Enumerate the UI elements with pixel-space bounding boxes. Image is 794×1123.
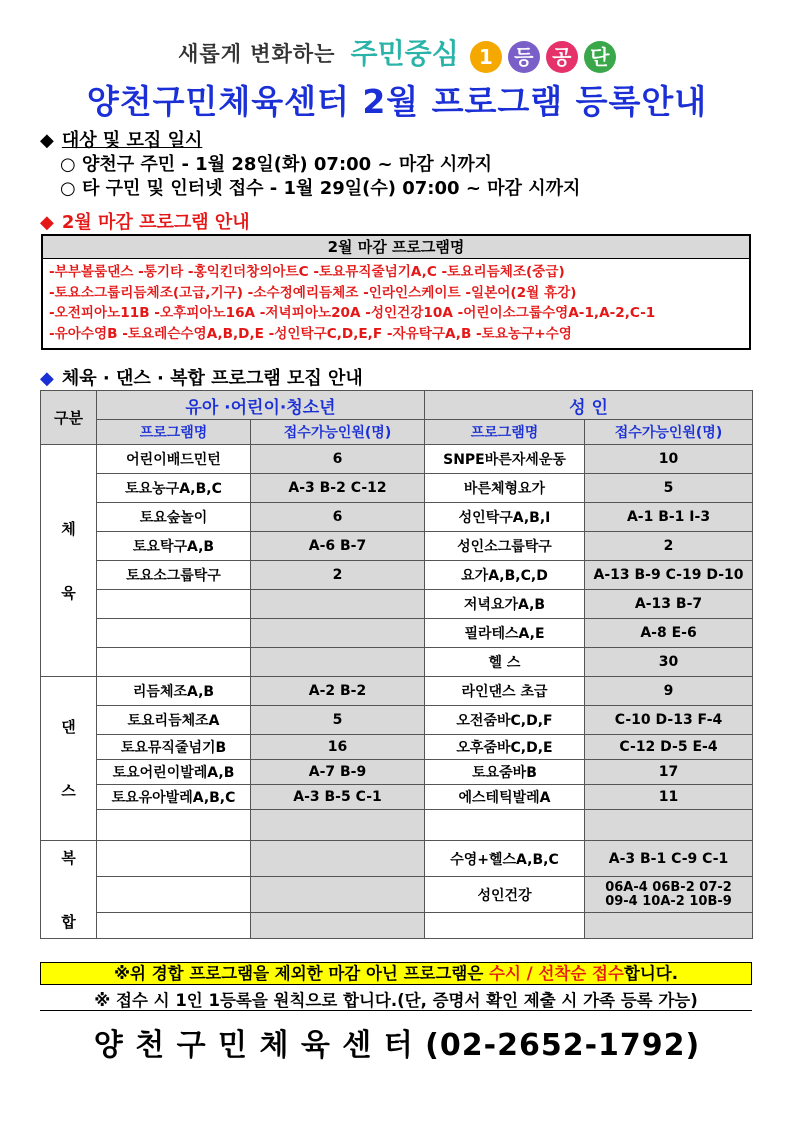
section-recruit-heading (40, 364, 363, 390)
slogan-badge-1: 등 (508, 41, 540, 73)
adult-capacity-cell: 5 (585, 474, 753, 503)
adult-capacity-cell (585, 810, 753, 841)
youth-capacity-cell (251, 810, 425, 841)
table-row (41, 785, 753, 810)
adult-program-cell: 성인탁구A,B,I (425, 503, 585, 532)
youth-program-cell: 리듬체조A,B (97, 677, 251, 706)
table-row (41, 445, 753, 474)
youth-capacity-cell: A-6 B-7 (251, 532, 425, 561)
youth-program-cell (97, 648, 251, 677)
section-closed-heading (40, 208, 250, 234)
diamond-bullet-icon: ◆ (40, 212, 54, 233)
adult-program-header: 프로그램명 (425, 420, 585, 445)
youth-capacity-cell (251, 619, 425, 648)
table-row (41, 810, 753, 841)
youth-program-cell: 토요뮤직줄넘기B (97, 735, 251, 760)
closed-programs-line: -토요소그룹리듬체조(고급,기구) -소수정예리듬체조 -인라인스케이트 -일본어(2월 휴강) (49, 284, 577, 301)
youth-capacity-cell: 2 (251, 561, 425, 590)
youth-program-cell: 토요농구A,B,C (97, 474, 251, 503)
notice-prefix: ※위 경합 프로그램을 제외한 마감 아닌 프로그램은 (114, 964, 490, 983)
diamond-bullet-icon: ◆ (40, 130, 54, 151)
closed-programs-list (43, 259, 749, 344)
adult-program-cell: 성인건강 (425, 877, 585, 913)
adult-capacity-cell: 2 (585, 532, 753, 561)
youth-capacity-cell (251, 648, 425, 677)
youth-program-header: 프로그램명 (97, 420, 251, 445)
program-table (40, 390, 753, 939)
adult-program-cell (425, 913, 585, 939)
youth-capacity-cell: A-3 B-5 C-1 (251, 785, 425, 810)
closed-programs-line: -유아수영B -토요레슨수영A,B,D,E -성인탁구C,D,E,F -자유탁구A,B -토요농구+수영 (49, 325, 572, 342)
youth-program-cell: 토요숲놀이 (97, 503, 251, 532)
notice-suffix: 합니다. (623, 964, 678, 983)
table-row (41, 877, 753, 913)
page-title: 양천구민체육센터 2월 프로그램 등록안내 (86, 82, 708, 121)
table-row (41, 841, 753, 877)
adult-capacity-cell: 17 (585, 760, 753, 785)
adult-capacity-cell: C-12 D-5 E-4 (585, 735, 753, 760)
adult-capacity-cell: A-1 B-1 I-3 (585, 503, 753, 532)
table-row (41, 760, 753, 785)
youth-program-cell (97, 619, 251, 648)
adult-program-cell: 저녁요가A,B (425, 590, 585, 619)
section-closed-title: 2월 마감 프로그램 안내 (61, 212, 250, 233)
section-recruit-title: 체육 · 댄스 · 복합 프로그램 모집 안내 (61, 368, 363, 389)
closed-programs-header: 2월 마감 프로그램명 (43, 236, 749, 259)
youth-program-cell (97, 841, 251, 877)
slogan-main: 주민중심 (350, 37, 459, 70)
youth-capacity-cell (251, 841, 425, 877)
youth-program-cell (97, 913, 251, 939)
adult-capacity-cell: C-10 D-13 F-4 (585, 706, 753, 735)
adult-program-cell: 토요줌바B (425, 760, 585, 785)
table-row (41, 590, 753, 619)
youth-program-cell: 토요소그룹탁구 (97, 561, 251, 590)
adult-capacity-cell: 9 (585, 677, 753, 706)
adult-program-cell: 헬 스 (425, 648, 585, 677)
adult-capacity-header: 접수가능인원(명) (585, 420, 753, 445)
adult-capacity-cell: A-8 E-6 (585, 619, 753, 648)
table-row (41, 648, 753, 677)
youth-program-cell (97, 810, 251, 841)
adult-program-cell: 라인댄스 초급 (425, 677, 585, 706)
adult-program-cell: 성인소그룹탁구 (425, 532, 585, 561)
category-header: 구분 (41, 391, 97, 445)
closed-programs-box (41, 234, 751, 350)
adult-capacity-cell: A-3 B-1 C-9 C-1 (585, 841, 753, 877)
adult-program-cell: 오전줌바C,D,F (425, 706, 585, 735)
table-row (41, 503, 753, 532)
adult-capacity-cell (585, 913, 753, 939)
adult-group-header: 성 인 (425, 391, 753, 420)
youth-group-header: 유아 ·어린이·청소년 (97, 391, 425, 420)
slogan-text: 새롭게 변화하는 (178, 42, 336, 66)
diamond-bullet-icon: ◆ (40, 368, 54, 389)
youth-capacity-cell: 16 (251, 735, 425, 760)
table-row (41, 619, 753, 648)
table-row (41, 532, 753, 561)
youth-program-cell (97, 877, 251, 913)
youth-capacity-cell (251, 590, 425, 619)
adult-capacity-cell: 30 (585, 648, 753, 677)
table-row (41, 706, 753, 735)
category-label: 복 합 (41, 841, 97, 939)
closed-programs-line: -오전피아노11B -오후피아노16A -저녁피아노20A -성인건강10A -어린이소그룹수영A-1,A-2,C-1 (49, 305, 656, 321)
adult-program-cell: SNPE바른자세운동 (425, 445, 585, 474)
adult-program-cell: 필라테스A,E (425, 619, 585, 648)
adult-program-cell: 바른체형요가 (425, 474, 585, 503)
schedule-line-residents: ○ 양천구 주민 - 1월 28일(화) 07:00 ~ 마감 시까지 (60, 154, 493, 175)
adult-program-cell: 오후줌바C,D,E (425, 735, 585, 760)
table-row (41, 913, 753, 939)
table-row (41, 474, 753, 503)
table-row (41, 561, 753, 590)
adult-program-cell: 수영+헬스A,B,C (425, 841, 585, 877)
youth-program-cell: 토요유아발레A,B,C (97, 785, 251, 810)
notice-banner (40, 962, 752, 985)
youth-program-cell: 어린이배드민턴 (97, 445, 251, 474)
youth-capacity-cell: 6 (251, 445, 425, 474)
youth-capacity-cell: A-7 B-9 (251, 760, 425, 785)
table-row (41, 677, 753, 706)
slogan-badge-3: 단 (584, 41, 616, 73)
youth-capacity-cell: A-2 B-2 (251, 677, 425, 706)
footer-contact: 양 천 구 민 체 육 센 터 (02-2652-1792) (93, 1028, 701, 1063)
category-label: 체 육 (41, 445, 97, 677)
youth-capacity-cell: A-3 B-2 C-12 (251, 474, 425, 503)
youth-capacity-header: 접수가능인원(명) (251, 420, 425, 445)
adult-program-cell (425, 810, 585, 841)
divider (40, 1010, 752, 1011)
adult-program-cell: 에스테틱발레A (425, 785, 585, 810)
youth-capacity-cell (251, 913, 425, 939)
youth-program-cell (97, 590, 251, 619)
section-schedule-heading (40, 126, 202, 152)
registration-note: ※ 접수 시 1인 1등록을 원칙으로 합니다.(단, 증명서 확인 제출 시 가족 등록 가능) (94, 991, 698, 1010)
category-label: 댄 스 (41, 677, 97, 841)
youth-capacity-cell (251, 877, 425, 913)
adult-capacity-cell: 10 (585, 445, 753, 474)
schedule-line-others: ○ 타 구민 및 인터넷 접수 - 1월 29일(수) 07:00 ~ 마감 시까지 (60, 178, 581, 199)
adult-capacity-cell: A-13 B-9 C-19 D-10 (585, 561, 753, 590)
slogan-badge-2: 공 (546, 41, 578, 73)
closed-programs-line: -부부볼룸댄스 -통기타 -홍익킨더창의아트C -토요뮤직줄넘기A,C -토요리듬체조(중급) (49, 264, 565, 280)
youth-program-cell: 토요탁구A,B (97, 532, 251, 561)
youth-program-cell: 토요어린이발레A,B (97, 760, 251, 785)
adult-capacity-cell: 11 (585, 785, 753, 810)
adult-capacity-cell: A-13 B-7 (585, 590, 753, 619)
section-schedule-title: 대상 및 모집 일시 (61, 130, 203, 151)
adult-program-cell: 요가A,B,C,D (425, 561, 585, 590)
adult-capacity-cell: 06A-4 06B-2 07-2 09-4 10A-2 10B-9 (585, 877, 753, 913)
youth-program-cell: 토요리듬체조A (97, 706, 251, 735)
slogan-badges (464, 44, 616, 69)
slogan-badge-0: 1 (470, 41, 502, 73)
youth-capacity-cell: 5 (251, 706, 425, 735)
slogan-banner (0, 32, 794, 73)
notice-highlight: 수시 / 선착순 접수 (489, 964, 624, 983)
youth-capacity-cell: 6 (251, 503, 425, 532)
table-row (41, 735, 753, 760)
